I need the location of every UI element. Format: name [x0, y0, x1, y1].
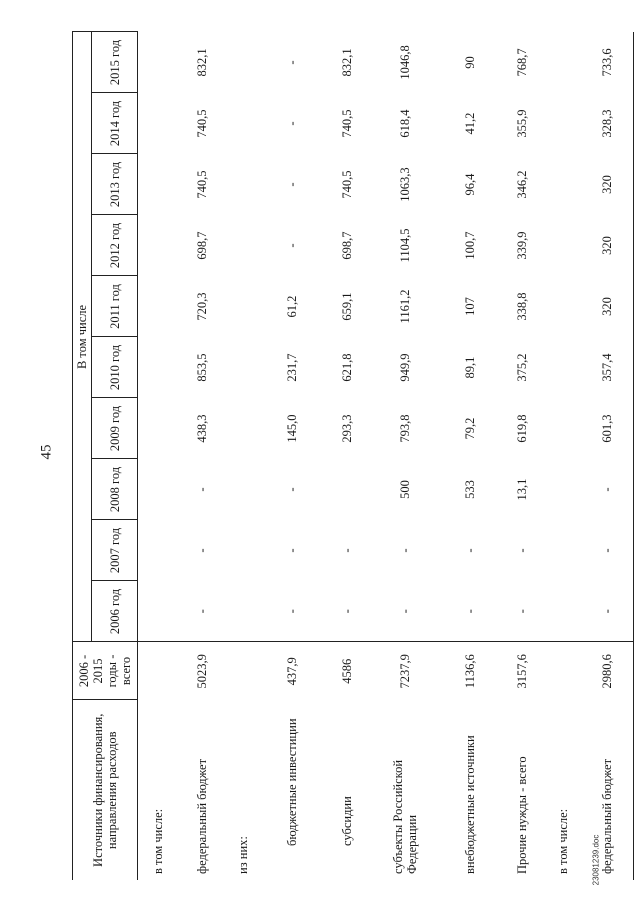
row-value: 96,4 — [462, 173, 477, 196]
row-value: 698,7 — [339, 231, 354, 260]
row-value: 328,3 — [582, 93, 634, 154]
row-value: 832,1 — [194, 48, 209, 77]
row-value: 768,7 — [514, 48, 529, 77]
row-value: 720,3 — [194, 292, 209, 321]
row-value: - — [462, 609, 477, 614]
row-value: - — [582, 581, 634, 642]
table-row — [582, 32, 634, 880]
row-value: 832,1 — [339, 48, 354, 77]
row-value — [138, 520, 178, 581]
row-value: 949,9 — [397, 353, 412, 382]
row-total: 3157,6 — [500, 642, 544, 700]
row-value: 320 — [582, 276, 634, 337]
row-value — [138, 154, 178, 215]
row-value: - — [194, 487, 209, 492]
row-value: 438,3 — [194, 414, 209, 443]
row-label: внебюджетные источники — [462, 735, 477, 874]
row-value: 375,2 — [514, 353, 529, 382]
row-value: - — [582, 459, 634, 520]
row-total: 7237,9 — [370, 642, 440, 700]
row-value: 853,5 — [194, 353, 209, 382]
header-year: 2006 год — [92, 581, 138, 642]
row-value — [226, 93, 260, 154]
row-value: 145,0 — [284, 414, 299, 443]
row-value: - — [339, 609, 354, 614]
row-label: субъекты Российской Федерации — [390, 759, 419, 874]
row-value: - — [284, 182, 299, 187]
row-value: 320 — [582, 154, 634, 215]
row-label: в том числе: — [555, 808, 570, 874]
row-value: - — [284, 609, 299, 614]
row-value — [226, 32, 260, 93]
row-value: 698,7 — [194, 231, 209, 260]
row-label: в том числе: — [150, 808, 165, 874]
header-source: Источники финансирования, направления расходов — [73, 700, 138, 880]
row-value: 500 — [397, 480, 412, 499]
row-value: - — [284, 60, 299, 65]
header-year: 2015 год — [92, 32, 138, 93]
row-value: 621,8 — [339, 353, 354, 382]
page-number: 45 — [38, 444, 55, 460]
row-value: - — [514, 548, 529, 553]
row-value — [544, 520, 582, 581]
table-row — [260, 32, 324, 880]
row-value: - — [284, 548, 299, 553]
row-value: - — [397, 548, 412, 553]
row-value — [226, 337, 260, 398]
row-value — [544, 398, 582, 459]
table-row — [226, 32, 260, 880]
footer-document-code: 23081239.doc — [591, 834, 601, 886]
row-value: 533 — [462, 480, 477, 499]
row-value — [138, 581, 178, 642]
row-value: 740,5 — [194, 170, 209, 199]
row-value: 619,8 — [514, 414, 529, 443]
row-value: 733,6 — [582, 32, 634, 93]
row-total — [226, 642, 260, 700]
row-value: 100,7 — [462, 231, 477, 260]
row-value — [138, 459, 178, 520]
row-value: 601,3 — [582, 398, 634, 459]
row-value — [138, 32, 178, 93]
row-label: Прочие нужды - всего — [514, 756, 529, 874]
table-row — [324, 32, 370, 880]
row-value: 107 — [462, 297, 477, 316]
row-total: 5023,9 — [178, 642, 226, 700]
row-value: - — [194, 609, 209, 614]
table-row — [544, 32, 582, 880]
row-value — [544, 32, 582, 93]
row-value: 1063,3 — [397, 167, 412, 202]
row-value — [226, 154, 260, 215]
row-value — [226, 215, 260, 276]
row-total: 437,9 — [260, 642, 324, 700]
row-value — [226, 276, 260, 337]
row-value: 61,2 — [284, 295, 299, 318]
row-value — [226, 459, 260, 520]
row-value: - — [514, 609, 529, 614]
row-value: 231,7 — [284, 353, 299, 382]
row-value: 293,3 — [339, 414, 354, 443]
row-value — [544, 154, 582, 215]
row-value — [544, 276, 582, 337]
row-total: 4586 — [324, 642, 370, 700]
row-total: 2980,6 — [582, 642, 634, 700]
row-total: 1136,6 — [440, 642, 500, 700]
header-year: 2013 год — [92, 154, 138, 215]
row-value — [138, 337, 178, 398]
row-value — [226, 520, 260, 581]
row-value: 355,9 — [514, 109, 529, 138]
row-label: бюджетные инвестиции — [284, 718, 299, 846]
table-row — [138, 32, 178, 880]
row-value: 357,4 — [582, 337, 634, 398]
header-year: 2011 год — [92, 276, 138, 337]
row-value: 89,1 — [462, 356, 477, 379]
row-value — [544, 93, 582, 154]
header-year: 2008 год — [92, 459, 138, 520]
row-value: - — [339, 548, 354, 553]
row-label: из них: — [235, 836, 250, 874]
row-value — [138, 398, 178, 459]
row-value — [324, 459, 370, 520]
row-value: 338,8 — [514, 292, 529, 321]
row-value: - — [284, 243, 299, 248]
row-total — [544, 642, 582, 700]
row-value: 79,2 — [462, 417, 477, 440]
row-value: 793,8 — [397, 414, 412, 443]
table-row — [370, 32, 440, 880]
row-value: 320 — [582, 215, 634, 276]
row-value: 13,1 — [514, 478, 529, 501]
row-value: 740,5 — [339, 170, 354, 199]
header-year: 2014 год — [92, 93, 138, 154]
row-value: 41,2 — [462, 112, 477, 135]
row-value: - — [284, 121, 299, 126]
row-value: - — [284, 487, 299, 492]
row-value: 339,9 — [514, 231, 529, 260]
header-total: 2006 - 2015 годы - всего — [73, 642, 138, 700]
row-value: 740,5 — [339, 109, 354, 138]
row-value: - — [397, 609, 412, 614]
row-value: 659,1 — [339, 292, 354, 321]
row-value: 618,4 — [397, 109, 412, 138]
row-label: федеральный бюджет — [582, 700, 634, 880]
financing-table — [72, 31, 634, 880]
row-value — [138, 215, 178, 276]
row-value: - — [582, 520, 634, 581]
row-value — [544, 215, 582, 276]
header-group: В том числе — [73, 32, 92, 642]
row-label: субсидии — [339, 796, 354, 846]
row-value — [226, 581, 260, 642]
header-year: 2007 год — [92, 520, 138, 581]
row-value: 1161,2 — [397, 289, 412, 324]
row-value — [544, 581, 582, 642]
row-value — [138, 276, 178, 337]
row-value: - — [194, 548, 209, 553]
table-row — [440, 32, 500, 880]
header-year: 2009 год — [92, 398, 138, 459]
header-year: 2012 год — [92, 215, 138, 276]
row-value — [544, 459, 582, 520]
row-value: 1104,5 — [397, 228, 412, 263]
row-value: 740,5 — [194, 109, 209, 138]
row-value: 90 — [462, 56, 477, 69]
row-value: - — [462, 548, 477, 553]
header-year: 2010 год — [92, 337, 138, 398]
row-value: 1046,8 — [397, 45, 412, 80]
row-value: 346,2 — [514, 170, 529, 199]
row-value — [138, 93, 178, 154]
row-value — [544, 337, 582, 398]
row-value — [226, 398, 260, 459]
row-total — [138, 642, 178, 700]
table-row — [178, 32, 226, 880]
row-label: федеральный бюджет — [194, 758, 209, 874]
table-row — [500, 32, 544, 880]
